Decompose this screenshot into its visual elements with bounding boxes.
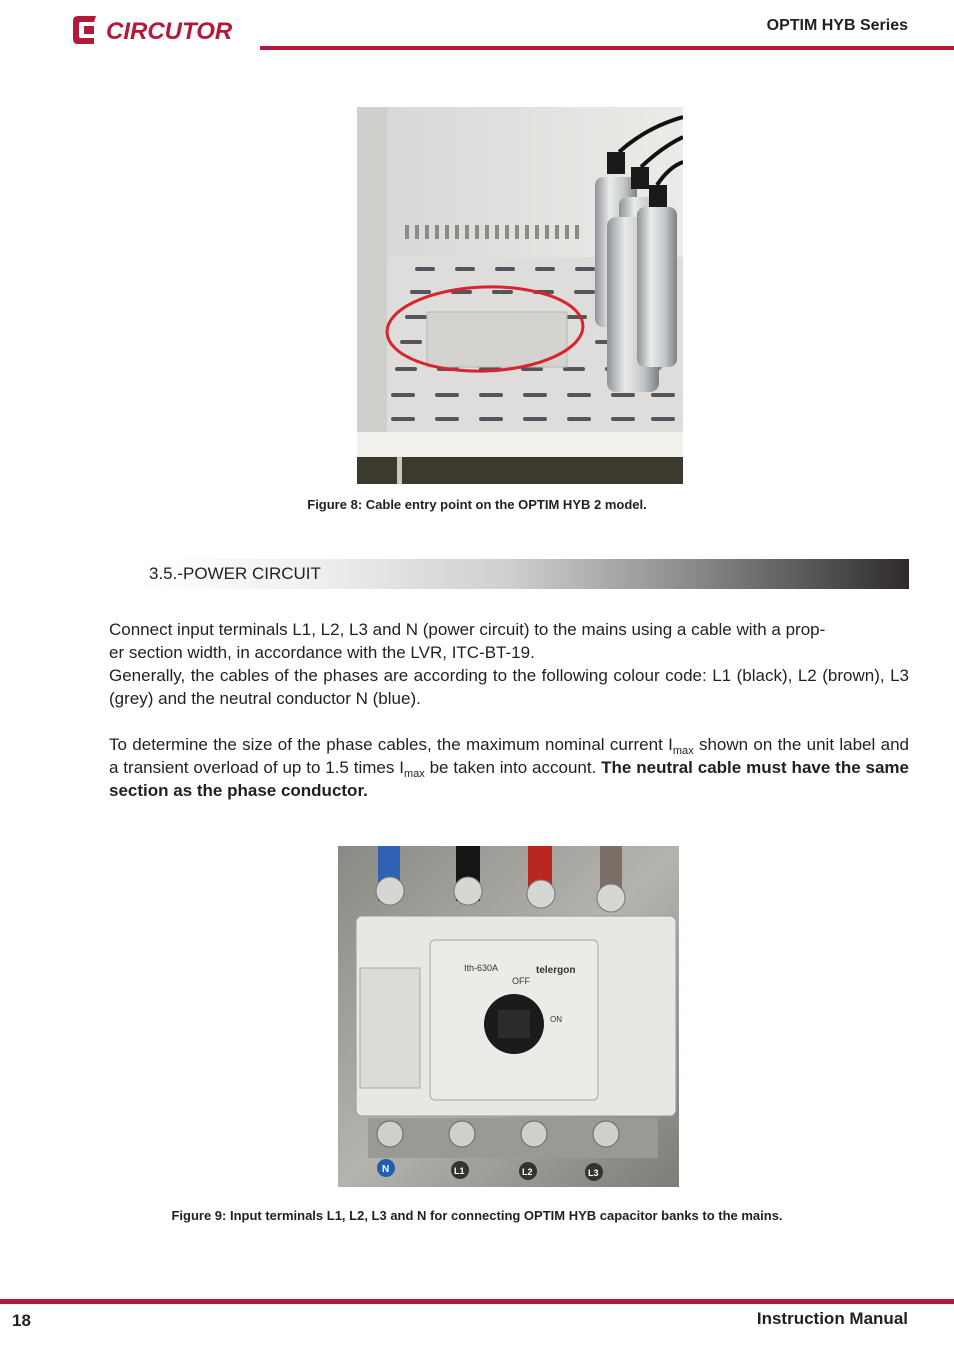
svg-text:ON: ON bbox=[550, 1015, 562, 1024]
figure-9-photo bbox=[338, 846, 679, 1187]
figure-8-caption: Figure 8: Cable entry point on the OPTIM HYB 2 model. bbox=[307, 497, 647, 512]
manual-label: Instruction Manual bbox=[756, 1309, 908, 1328]
circutor-logo bbox=[70, 12, 250, 48]
header-rule bbox=[260, 46, 954, 50]
figure-8-photo bbox=[357, 107, 683, 484]
svg-text:N: N bbox=[382, 1164, 390, 1175]
series-title: OPTIM HYB Series bbox=[766, 17, 908, 34]
section-title: 3.5.-POWER CIRCUIT bbox=[149, 564, 321, 583]
paragraph-3: To determine the size of the phase cables, the maximum nominal current $I_{max}$ shown on the unit label and a transient overload of up to 1.5 times $I_{max}$ be taken into account. The neutral cable must have the same section as the phase conductor. bbox=[109, 735, 909, 800]
svg-text:L2: L2 bbox=[522, 1167, 533, 1177]
neutral-cable-note: The neutral cable must have the same section as the phase conductor. bbox=[109, 758, 909, 800]
paragraph-2: Generally, the cables of the phases are according to the following colour code: L1 (black), L2 (brown), L3 (grey) and the neutral conductor N (blue). bbox=[109, 666, 909, 708]
page-number: 18 bbox=[12, 1311, 31, 1330]
svg-text:L3: L3 bbox=[588, 1168, 599, 1178]
svg-text:L1: L1 bbox=[454, 1166, 465, 1176]
paragraph-1-line-1: Connect input terminals L1, L2, L3 and N (power circuit) to the mains using a cable with a prop- bbox=[109, 620, 826, 639]
svg-text:CIRCUTOR: CIRCUTOR bbox=[106, 18, 233, 45]
paragraph-1-line-2: er section width, in accordance with the LVR, ITC-BT-19. bbox=[109, 643, 535, 662]
paragraph-1 bbox=[109, 618, 909, 664]
svg-text:telergon: telergon bbox=[536, 965, 576, 976]
section-heading-bar bbox=[139, 559, 909, 589]
svg-text:OFF: OFF bbox=[512, 976, 530, 986]
svg-text:Ith-630A: Ith-630A bbox=[464, 963, 499, 973]
footer-rule bbox=[0, 1299, 954, 1304]
figure-9-caption: Figure 9: Input terminals L1, L2, L3 and N for connecting OPTIM HYB capacitor banks to the mains. bbox=[171, 1208, 783, 1223]
